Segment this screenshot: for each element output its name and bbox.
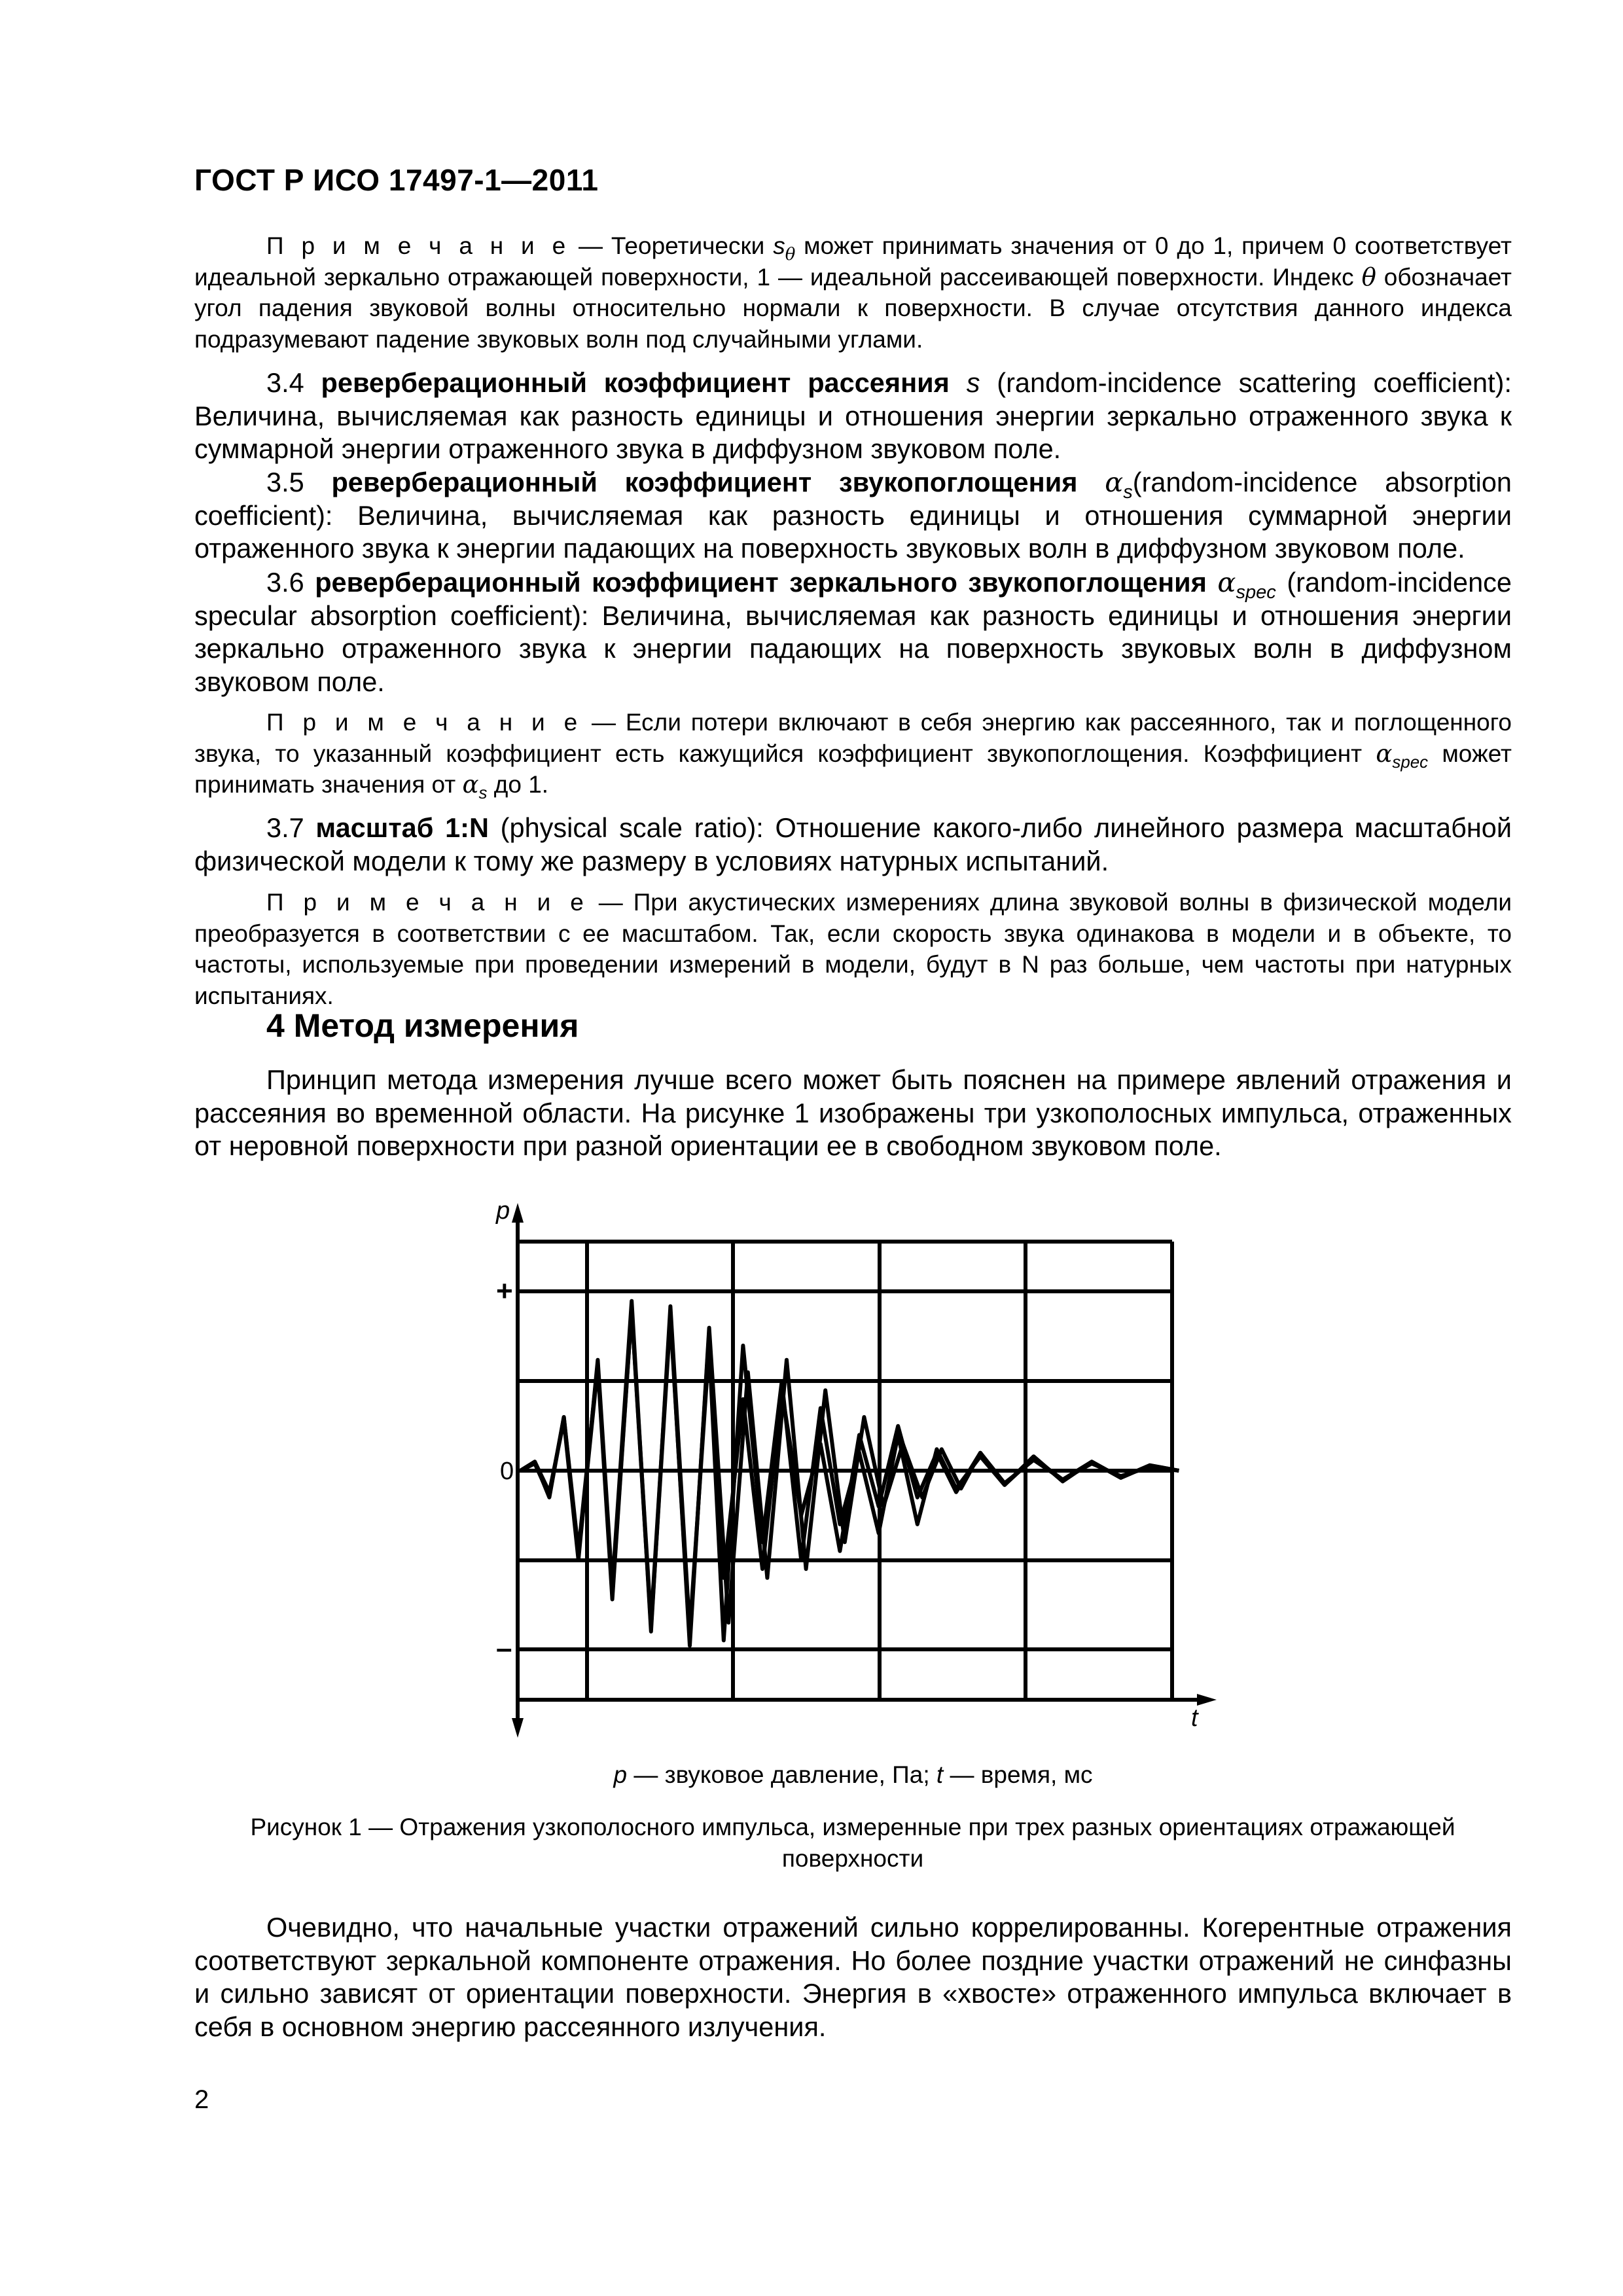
term-3-7: 3.7 масштаб 1:N (physical scale ratio): Отношение какого-либо линейного размера масштабной физической модели к тому же размеру в условиях натурных испытаний.: [194, 812, 1512, 876]
note-theta: П р и м е ч а н и е — Теоретически $s_\theta$ может принимать значения от 0 до 1, причем 0 соответствует идеальной зеркально отражающей поверхности, 1 — идеальной рассеивающей поверхности. Индекс θ обозначает угол падения звуковой волны относительно нормали к поверхности. В случае отсутствия данного индекса подразумевают падение звуковых волн под случайными углами.: [194, 232, 1512, 353]
section-intro: Принцип метода измерения лучше всего может быть пояснен на примере явлений отражения и рассеяния во временной области. На рисунке 1 изображены три узкополосных импульса, отраженных от неровной поверхности при разной ориентации ее в свободном звуковом поле.: [194, 1064, 1512, 1161]
y-axis-label: p: [496, 1197, 510, 1225]
tick-minus: –: [496, 1632, 512, 1664]
y-axis-arrow-down-icon: [512, 1718, 524, 1738]
note-label: П р и м е ч а н и е: [266, 889, 588, 916]
term-3-4: 3.4 реверберационный коэффициент рассеяния s (random-incidence scattering coefficient): Величина, вычисляемая как разность единицы и отношения энергии зеркально отраженного звука к суммарной энергии отраженного звука в диффузном звуковом поле.: [194, 367, 1512, 464]
document-header: ГОСТ Р ИСО 17497-1—2011: [194, 163, 599, 197]
note-label: П р и м е ч а н и е: [266, 232, 571, 259]
term-title: реверберационный коэффициент зеркального звукопоглощения: [315, 567, 1207, 598]
closing-paragraph: Очевидно, что начальные участки отражений сильно коррелированны. Когерентные отражения соответствуют зеркальной компоненте отражения. Но более поздние участки отражений не синфазны и сильно зависят от ориентации поверхности. Энергия в «хвосте» отраженного импульса включает в себя в основном энергию рассеянного излучения.: [194, 1912, 1512, 2042]
tick-plus: +: [496, 1275, 513, 1307]
figure-caption: Рисунок 1 — Отражения узкополосного импульса, измеренные при трех разных ориентациях отражающей поверхности: [250, 1814, 1455, 1872]
figure-legend: p — звуковое давление, Па; t — время, мс: [613, 1761, 1093, 1788]
term-title: реверберационный коэффициент звукопоглощения: [331, 467, 1078, 497]
page-number: 2: [194, 2085, 209, 2114]
waveform-series: [520, 1301, 1179, 1646]
term-3-6: 3.6 реверберационный коэффициент зеркального звукопоглощения $\alpha_{spec}$ (random-incidence specular absorption coefficient): Величина, вычисляемая как разность единицы и отношения энергии зеркально отраженного звука к энергии падающих на поверхность звуковых волн в диффузном звуковом поле.: [194, 566, 1512, 697]
x-axis-arrow-right-icon: [1197, 1694, 1217, 1706]
note-label: П р и м е ч а н и е: [266, 709, 582, 736]
note-apparent-absorption: П р и м е ч а н и е — Если потери включают в себя энергию как рассеянного, так и поглощенного звука, то указанный коэффициент есть кажущийся коэффициент звукопоглощения. Коэффициент $\alpha_{spec}$ может принимать значения от $\alpha_s$ до 1.: [194, 709, 1512, 803]
term-title: реверберационный коэффициент рассеяния: [321, 367, 950, 398]
term-title: масштаб 1:N: [315, 812, 489, 843]
note-scale-model: П р и м е ч а н и е — При акустических измерениях длина звуковой волны в физической модели преобразуется в соответствии с ее масштабом. Так, если скорость звука одинакова в модели и в объекте, то частоты, используемые при проведении измерений в модели, будут в N раз больше, чем частоты при натурных испытаниях.: [194, 889, 1512, 1009]
section-heading: 4 Метод измерения: [266, 1007, 579, 1044]
waveform-line-3: [520, 1310, 1179, 1640]
tick-zero: 0: [500, 1458, 514, 1485]
x-axis-label: t: [1191, 1704, 1198, 1732]
y-axis-arrow-up-icon: [512, 1203, 524, 1223]
term-3-5: 3.5 реверберационный коэффициент звукопоглощения $\alpha_s(random$-incidence absorption coefficient): Величина, вычисляемая как разность единицы и отношения суммарной энергии отраженного звука к энергии падающих на поверхность звуковых волн в диффузном звуковом поле.: [194, 466, 1512, 564]
